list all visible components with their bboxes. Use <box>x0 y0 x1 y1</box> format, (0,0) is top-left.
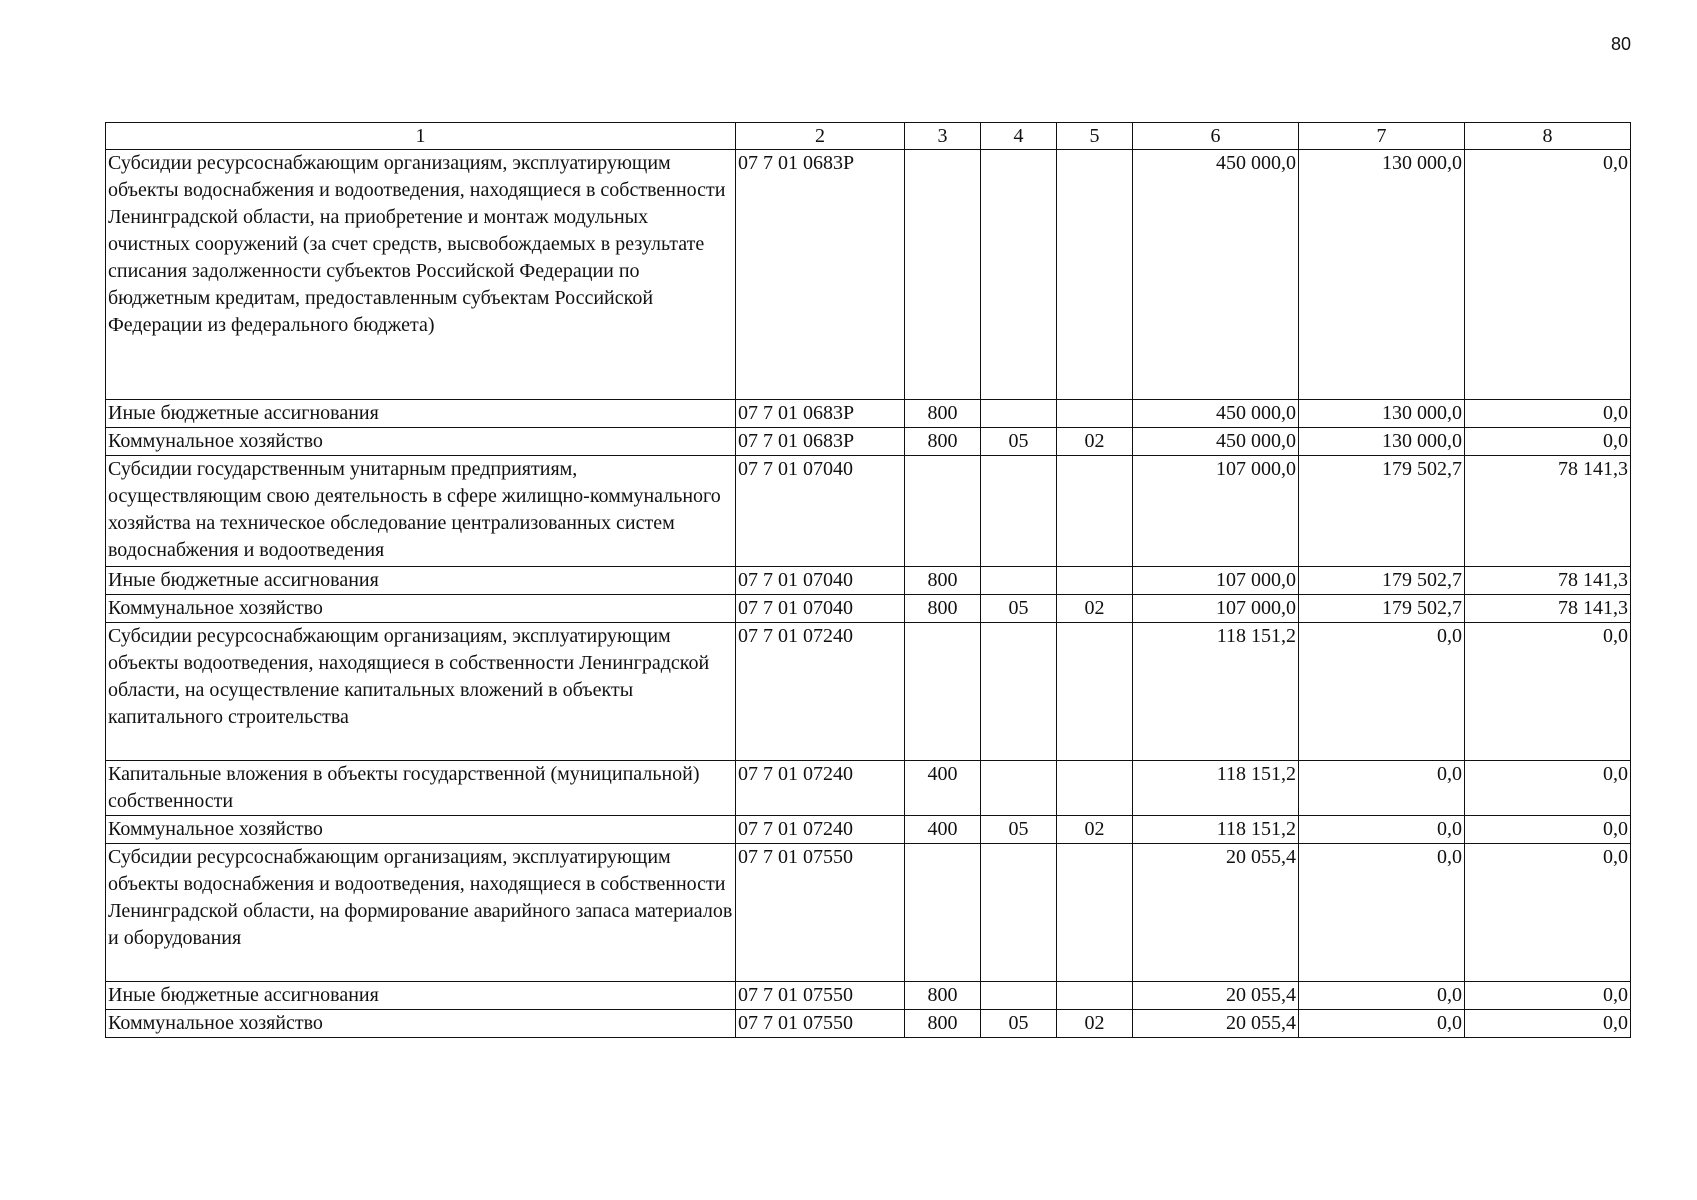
row-amount-8: 0,0 <box>1465 844 1631 982</box>
row-description: Субсидии ресурсоснабжающим организациям, эксплуатирующим объекты водоснабжения и водоотведения, находящиеся в собственности Ленинградской области, на приобретение и монтаж модульных очистных сооружений (за счет средств, высвобождаемых в результате списания задолженности субъектов Российской Федерации по бюджетным кредитам, предоставленным субъектам Российской Федерации из федерального бюджета) <box>106 150 736 400</box>
row-col-4 <box>981 982 1057 1010</box>
row-amount-6: 118 151,2 <box>1133 816 1299 844</box>
row-col-3: 800 <box>905 400 981 428</box>
row-amount-8: 0,0 <box>1465 428 1631 456</box>
table-row <box>106 150 1631 400</box>
row-amount-8: 0,0 <box>1465 816 1631 844</box>
row-description: Иные бюджетные ассигнования <box>106 982 736 1010</box>
table-row <box>106 400 1631 428</box>
row-col-3: 800 <box>905 595 981 623</box>
header-col-2: 2 <box>736 123 905 150</box>
row-amount-6: 107 000,0 <box>1133 595 1299 623</box>
row-col-5 <box>1057 844 1133 982</box>
row-col-4: 05 <box>981 595 1057 623</box>
row-code: 07 7 01 0683Р <box>736 150 905 400</box>
row-col-3: 800 <box>905 1010 981 1038</box>
header-col-6: 6 <box>1133 123 1299 150</box>
row-col-5: 02 <box>1057 1010 1133 1038</box>
row-amount-6: 20 055,4 <box>1133 1010 1299 1038</box>
table-row <box>106 456 1631 567</box>
row-code: 07 7 01 07040 <box>736 595 905 623</box>
row-amount-7: 179 502,7 <box>1299 456 1465 567</box>
row-code: 07 7 01 0683Р <box>736 428 905 456</box>
row-col-5 <box>1057 567 1133 595</box>
row-col-5: 02 <box>1057 816 1133 844</box>
row-col-5 <box>1057 400 1133 428</box>
row-col-4 <box>981 844 1057 982</box>
row-col-5 <box>1057 761 1133 816</box>
header-col-3: 3 <box>905 123 981 150</box>
table-row <box>106 816 1631 844</box>
row-col-3 <box>905 623 981 761</box>
row-col-4 <box>981 761 1057 816</box>
row-amount-7: 0,0 <box>1299 816 1465 844</box>
row-amount-7: 130 000,0 <box>1299 150 1465 400</box>
row-col-4: 05 <box>981 1010 1057 1038</box>
row-amount-8: 0,0 <box>1465 623 1631 761</box>
row-code: 07 7 01 07550 <box>736 982 905 1010</box>
row-amount-7: 130 000,0 <box>1299 428 1465 456</box>
header-col-4: 4 <box>981 123 1057 150</box>
row-col-3 <box>905 150 981 400</box>
row-col-3: 800 <box>905 567 981 595</box>
row-amount-6: 107 000,0 <box>1133 567 1299 595</box>
row-amount-7: 0,0 <box>1299 1010 1465 1038</box>
table-row <box>106 982 1631 1010</box>
row-code: 07 7 01 0683Р <box>736 400 905 428</box>
table-row <box>106 595 1631 623</box>
row-amount-6: 118 151,2 <box>1133 623 1299 761</box>
header-col-1: 1 <box>106 123 736 150</box>
row-col-5: 02 <box>1057 595 1133 623</box>
table-row <box>106 623 1631 761</box>
row-amount-8: 0,0 <box>1465 1010 1631 1038</box>
row-amount-7: 179 502,7 <box>1299 567 1465 595</box>
page-number: 80 <box>1611 34 1632 54</box>
row-amount-8: 0,0 <box>1465 150 1631 400</box>
row-col-3: 800 <box>905 982 981 1010</box>
row-col-4 <box>981 456 1057 567</box>
row-amount-8: 0,0 <box>1465 400 1631 428</box>
row-description: Коммунальное хозяйство <box>106 595 736 623</box>
row-col-4: 05 <box>981 428 1057 456</box>
row-amount-8: 78 141,3 <box>1465 456 1631 567</box>
row-col-5 <box>1057 982 1133 1010</box>
row-col-3: 400 <box>905 761 981 816</box>
table-row <box>106 428 1631 456</box>
row-code: 07 7 01 07240 <box>736 623 905 761</box>
row-col-4: 05 <box>981 816 1057 844</box>
row-amount-8: 0,0 <box>1465 982 1631 1010</box>
row-col-5 <box>1057 150 1133 400</box>
table-row <box>106 761 1631 816</box>
row-col-4 <box>981 150 1057 400</box>
row-amount-8: 78 141,3 <box>1465 567 1631 595</box>
row-description: Коммунальное хозяйство <box>106 816 736 844</box>
row-description: Коммунальное хозяйство <box>106 1010 736 1038</box>
row-col-4 <box>981 567 1057 595</box>
row-amount-6: 107 000,0 <box>1133 456 1299 567</box>
row-amount-8: 78 141,3 <box>1465 595 1631 623</box>
row-amount-7: 179 502,7 <box>1299 595 1465 623</box>
row-description: Капитальные вложения в объекты государственной (муниципальной) собственности <box>106 761 736 816</box>
row-code: 07 7 01 07550 <box>736 844 905 982</box>
row-code: 07 7 01 07040 <box>736 567 905 595</box>
row-amount-6: 450 000,0 <box>1133 150 1299 400</box>
row-description: Иные бюджетные ассигнования <box>106 567 736 595</box>
row-amount-7: 0,0 <box>1299 844 1465 982</box>
row-code: 07 7 01 07550 <box>736 1010 905 1038</box>
row-amount-7: 0,0 <box>1299 623 1465 761</box>
row-col-3 <box>905 456 981 567</box>
row-description: Субсидии ресурсоснабжающим организациям, эксплуатирующим объекты водоотведения, находящиеся в собственности Ленинградской области, на осуществление капитальных вложений в объекты капитального строительства <box>106 623 736 761</box>
row-description: Субсидии ресурсоснабжающим организациям, эксплуатирующим объекты водоснабжения и водоотведения, находящиеся в собственности Ленинградской области, на формирование аварийного запаса материалов и оборудования <box>106 844 736 982</box>
header-col-7: 7 <box>1299 123 1465 150</box>
row-col-4 <box>981 400 1057 428</box>
row-amount-7: 130 000,0 <box>1299 400 1465 428</box>
row-col-4 <box>981 623 1057 761</box>
table-row <box>106 1010 1631 1038</box>
table-row <box>106 844 1631 982</box>
header-col-5: 5 <box>1057 123 1133 150</box>
budget-table <box>105 122 1631 1038</box>
header-row <box>106 123 1631 150</box>
row-amount-6: 20 055,4 <box>1133 982 1299 1010</box>
row-col-3 <box>905 844 981 982</box>
header-col-8: 8 <box>1465 123 1631 150</box>
table-row <box>106 567 1631 595</box>
row-amount-6: 118 151,2 <box>1133 761 1299 816</box>
row-col-5 <box>1057 623 1133 761</box>
row-col-5 <box>1057 456 1133 567</box>
row-code: 07 7 01 07040 <box>736 456 905 567</box>
row-description: Субсидии государственным унитарным предприятиям, осуществляющим свою деятельность в сфере жилищно-коммунального хозяйства на техническое обследование централизованных систем водоснабжения и водоотведения <box>106 456 736 567</box>
row-description: Иные бюджетные ассигнования <box>106 400 736 428</box>
row-code: 07 7 01 07240 <box>736 761 905 816</box>
row-amount-6: 450 000,0 <box>1133 428 1299 456</box>
row-col-3: 400 <box>905 816 981 844</box>
row-amount-6: 450 000,0 <box>1133 400 1299 428</box>
row-amount-8: 0,0 <box>1465 761 1631 816</box>
row-amount-6: 20 055,4 <box>1133 844 1299 982</box>
row-col-5: 02 <box>1057 428 1133 456</box>
row-amount-7: 0,0 <box>1299 761 1465 816</box>
row-description: Коммунальное хозяйство <box>106 428 736 456</box>
row-col-3: 800 <box>905 428 981 456</box>
row-amount-7: 0,0 <box>1299 982 1465 1010</box>
row-code: 07 7 01 07240 <box>736 816 905 844</box>
